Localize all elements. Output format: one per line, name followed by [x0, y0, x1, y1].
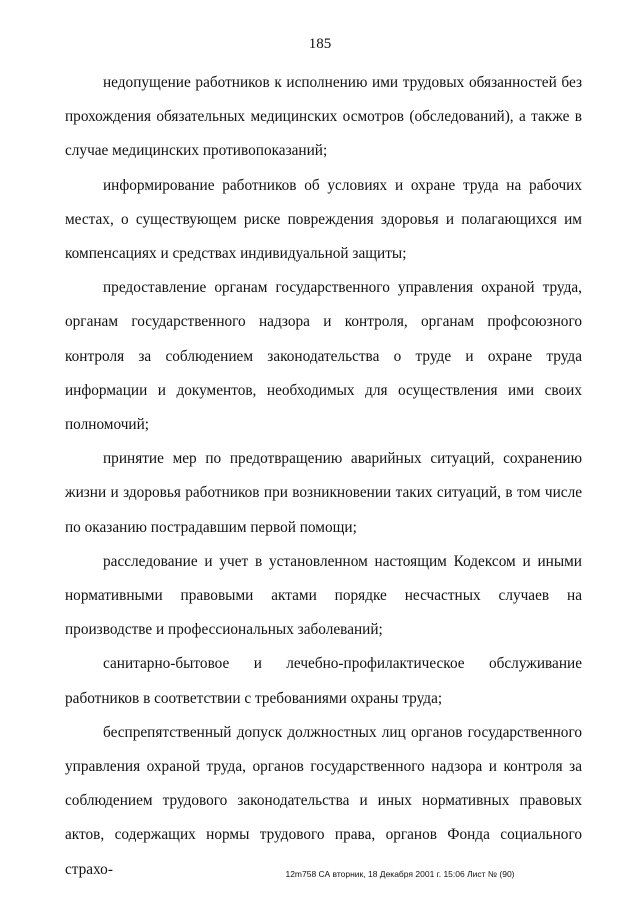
paragraph: недопущение работников к исполнению ими трудовых обязанностей без прохождения обязательных медицинских осмотров (обследований), а также в случае медицинских противопоказаний;: [65, 74, 582, 160]
paragraph: беспрепятственный допуск должностных лиц органов государственного управления охраной труда, органов государственного надзора и контроля за соблюдением трудового законодательства и иных нормативных правовых актов, содержащих нормы трудового права, органов Фонда социального страхо-: [65, 723, 582, 878]
paragraph: информирование работников об условиях и охране труда на рабочих местах, о существующем риске повреждения здоровья и полагающихся им компенсациях и средствах индивидуальной защиты;: [65, 176, 582, 263]
paragraph: санитарно-бытовое и лечебно-профилактическое обслуживание работников в соответствии с требованиями охраны труда;: [65, 655, 582, 707]
body-text: [65, 66, 582, 887]
paragraph: расследование и учет в установленном настоящим Кодексом и иными нормативными правовыми актами порядке несчастных случаев на производстве и профессиональных заболеваний;: [65, 552, 582, 639]
paragraph: предоставление органам государственного управления охраной труда, органам государственного надзора и контроля, органам профсоюзного контроля за соблюдением законодательства о труде и охране труда информации и документов, необходимых для осуществления ими своих полномочий;: [65, 279, 582, 434]
print-footer: 12m758 СА вторник, 18 Декабря 2001 г. 15:06 Лист № (90): [285, 869, 515, 879]
paragraph: принятие мер по предотвращению аварийных ситуаций, сохранению жизни и здоровья работников при возникновении таких ситуаций, в том числе по оказанию пострадавшим первой помощи;: [65, 450, 582, 536]
page-number: 185: [308, 36, 332, 52]
